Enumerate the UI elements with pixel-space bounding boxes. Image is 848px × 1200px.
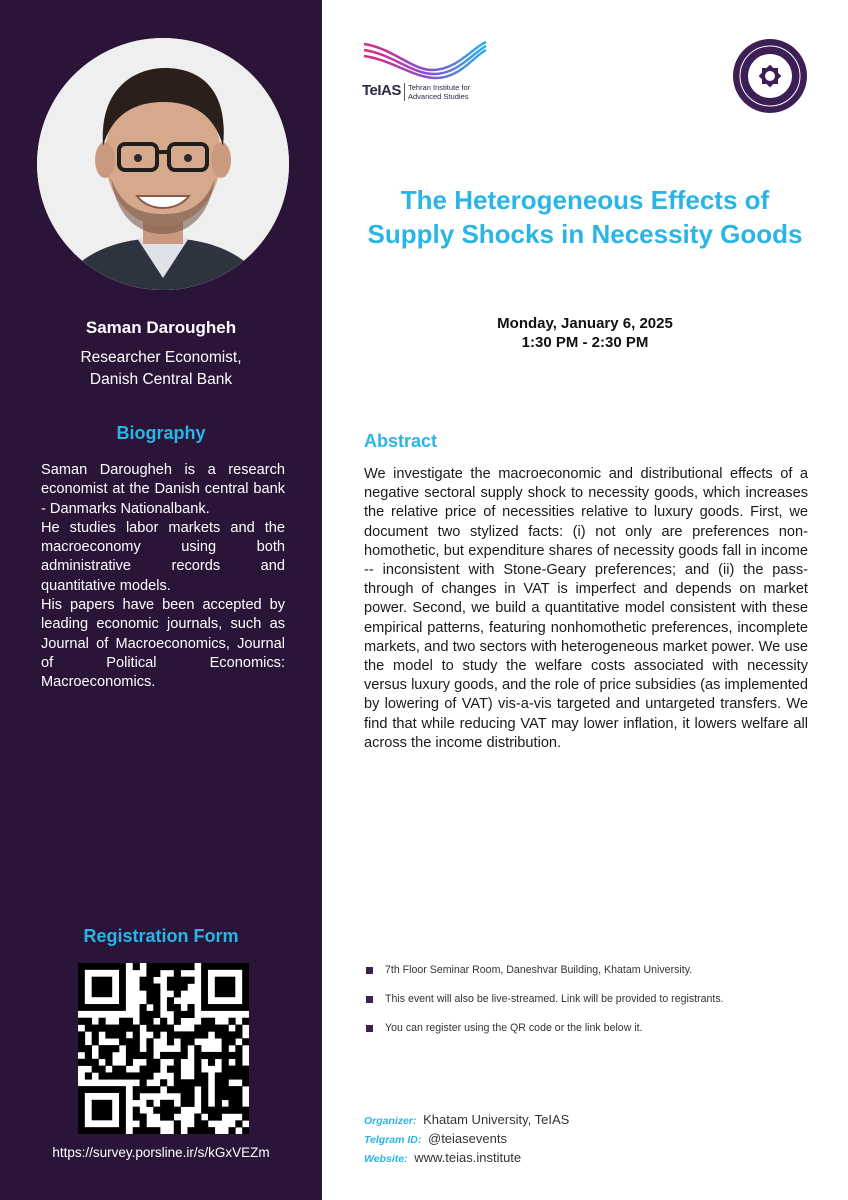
- square-bullet-icon: [366, 967, 373, 974]
- info-item-text: This event will also be live-streamed. Link will be provided to registrants.: [385, 993, 724, 1005]
- website-label: Website:: [364, 1153, 408, 1165]
- registration-link[interactable]: https://survey.porsline.ir/s/kGxVEZm: [52, 1145, 270, 1160]
- registration-qr-code[interactable]: [78, 963, 249, 1134]
- registration-heading: Registration Form: [83, 926, 239, 946]
- info-item-location: [366, 963, 816, 992]
- info-item-register: [366, 1021, 816, 1050]
- website-link[interactable]: www.teias.institute: [414, 1150, 522, 1165]
- info-item-text: You can register using the QR code or the link below it.: [385, 1022, 643, 1034]
- qr-code-graphic: [78, 963, 249, 1134]
- biography-paragraph: Saman Darougheh is a research economist at the Danish central bank - Danmarks Nationalbank.: [41, 462, 285, 517]
- teias-subtitle: [408, 83, 470, 101]
- speaker-role-line1: Researcher Economist,: [80, 349, 242, 366]
- event-datetime: [340, 314, 830, 352]
- talk-title-line2: Supply Shocks in Necessity Goods: [367, 219, 803, 249]
- info-item-livestream: [366, 992, 816, 1021]
- talk-title: [340, 183, 830, 251]
- talk-title-line1: The Heterogeneous Effects of: [400, 185, 770, 215]
- biography-paragraph: He studies labor markets and the macroeconomy using both administrative records and quantitative models.: [41, 519, 285, 594]
- website-row: [364, 1149, 569, 1168]
- abstract-heading: Abstract: [364, 431, 438, 451]
- info-item-text: 7th Floor Seminar Room, Daneshvar Building, Khatam University.: [385, 964, 693, 976]
- event-info-list: [366, 963, 816, 1050]
- teias-subtitle-line1: Tehran Institute for: [408, 83, 471, 92]
- speaker-name: Saman Darougheh: [85, 318, 237, 337]
- biography-heading: Biography: [116, 423, 206, 443]
- organizer-value: Khatam University, TeIAS: [423, 1112, 570, 1127]
- event-date: Monday, January 6, 2025: [497, 315, 673, 332]
- speaker-photo: [37, 38, 289, 290]
- speaker-role-line2: Danish Central Bank: [89, 371, 233, 388]
- organizer-label: Organizer:: [364, 1115, 417, 1127]
- teias-divider: [404, 83, 405, 101]
- khatam-university-seal-icon: [732, 38, 808, 114]
- telegram-value[interactable]: @teiasevents: [428, 1131, 507, 1146]
- telegram-label: Telgram ID:: [364, 1134, 422, 1146]
- square-bullet-icon: [366, 1025, 373, 1032]
- teias-subtitle-line2: Advanced Studies: [408, 92, 469, 101]
- organizer-row: [364, 1111, 569, 1130]
- speaker-portrait-illustration: [37, 38, 289, 290]
- contact-block: [364, 1111, 569, 1168]
- teias-wordmark: TeIAS: [362, 82, 401, 99]
- event-time: 1:30 PM - 2:30 PM: [521, 334, 649, 351]
- biography-paragraph: His papers have been accepted by leading economic journals, such as Journal of Macroeconomics, Journal of Political Economics: Macroeconomics.: [41, 597, 285, 691]
- speaker-sidebar: [0, 0, 322, 1200]
- abstract-text: We investigate the macroeconomic and distributional effects of a negative sectoral supply shock to necessity goods, which increases the relative price of necessities relative to luxury goods. First, we document two stylized facts: (i) not only are preferences non-homothetic, but expenditure shares of necessity goods fall in income -- inconsistent with Stone-Geary preferences; and (ii) the pass-through of changes in VAT is imperfect and depends on market power. Second, we build a quantitative model consistent with these empirical patterns, featuring nonhomothetic preferences, incomplete markets, and two sectors with heterogeneous market power. We use the model to study the welfare costs associated with necessity versus luxury goods, and the role of price subsidies (as implemented by lowering of VAT) vis-a-vis targeted and untargeted transfers. We find that while reducing VAT may lower inflation, it lowers welfare all across the income distribution.: [364, 466, 808, 751]
- telegram-row: [364, 1130, 569, 1149]
- biography-text: [41, 461, 285, 693]
- square-bullet-icon: [366, 996, 373, 1003]
